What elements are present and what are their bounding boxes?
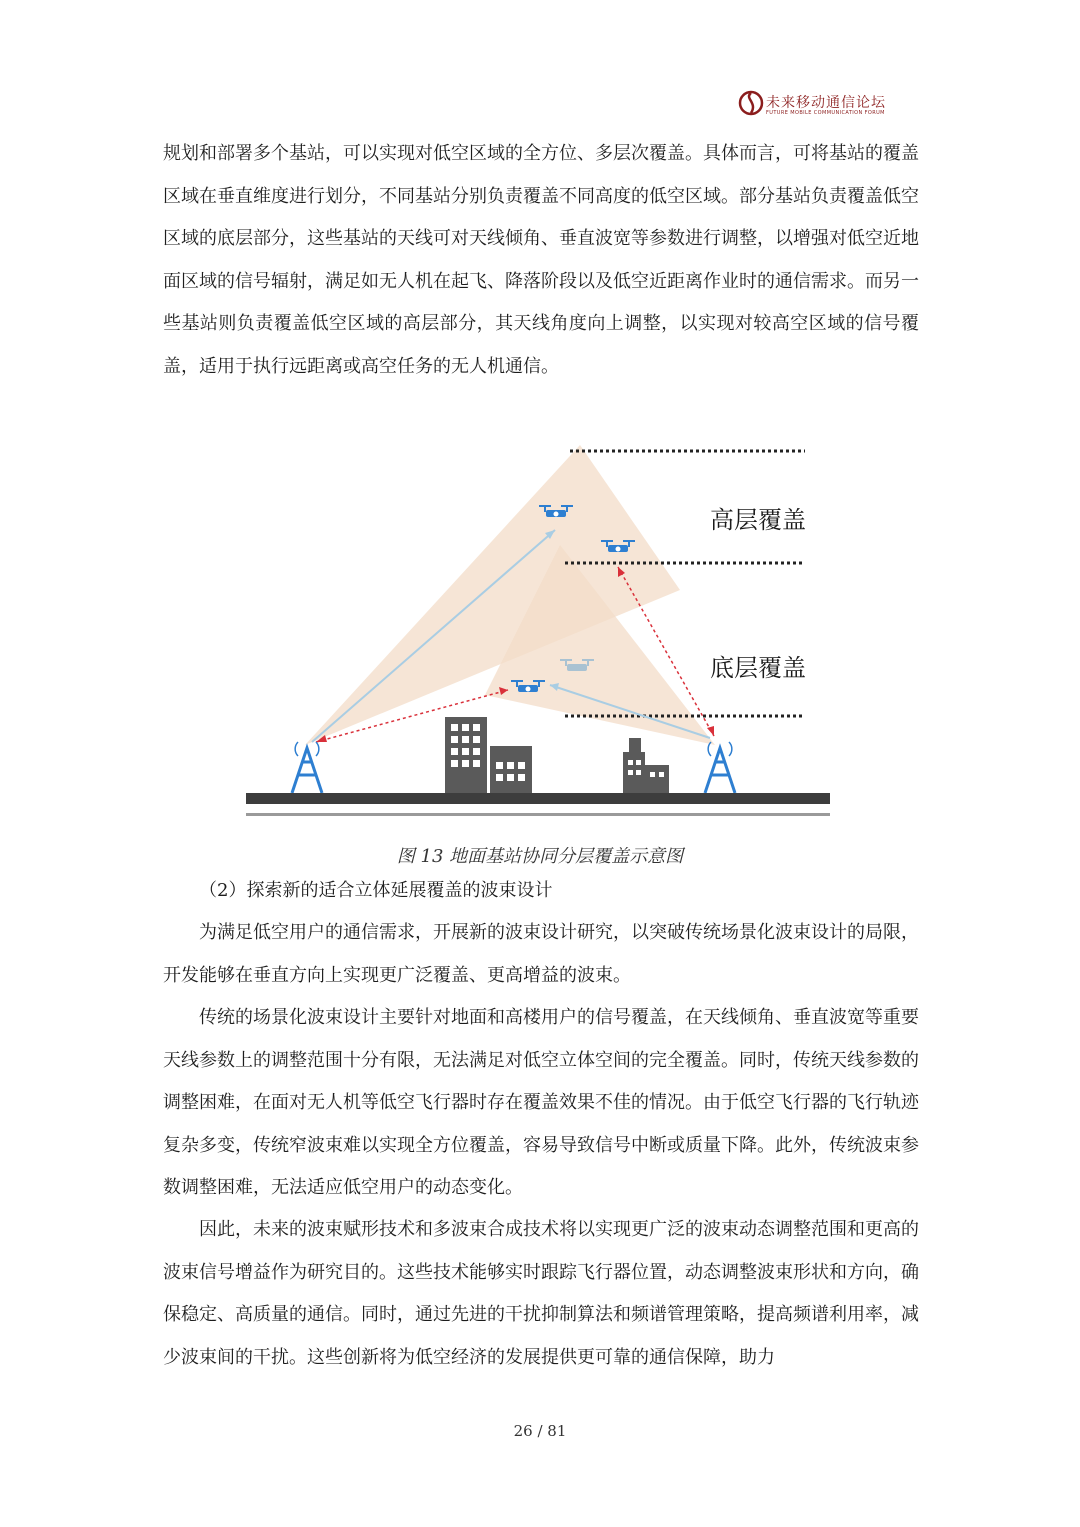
tower-icon [705, 742, 735, 793]
figure-caption: 图 13 地面基站协同分层覆盖示意图 [396, 846, 684, 867]
figure-illustration [240, 430, 840, 830]
forum-logo-icon [738, 88, 764, 118]
section-heading: （2）探索新的适合立体延展覆盖的波束设计 [199, 880, 553, 901]
tower-icon [292, 742, 322, 793]
paragraph-3: 因此，未来的波束赋形技术和多波束合成技术将以实现更广泛的波束动态调整范围和更高的波束信号增益作为研究目的。这些技术能够实时跟踪飞行器位置，动态调整波束形状和方向，确保稳定、高质量的通信。同时，通过先进的干扰抑制算法和频谱管理策略，提高频谱利用率，减少波束间的干扰。这些创新将为低空经济的发展提供更可靠的通信保障，助力 [163, 1219, 919, 1368]
label-low-coverage: 底层覆盖 [710, 654, 806, 682]
intro-paragraph: 规划和部署多个基站，可以实现对低空区域的全方位、多层次覆盖。具体而言，可将基站的覆盖区域在垂直维度进行划分，不同基站分别负责覆盖不同高度的低空区域。部分基站负责覆盖低空区域的底层部分，这些基站的天线可对天线倾角、垂直波宽等参数进行调整，以增强对低空近地面区域的信号辐射，满足如无人机在起飞、降落阶段以及低空近距离作业时的通信需求。而另一些基站则负责覆盖低空区域的高层部分，其天线角度向上调整，以实现对较高空区域的信号覆盖，适用于执行远距离或高空任务的无人机通信。 [163, 143, 919, 377]
layered-coverage-figure [240, 430, 840, 830]
ground-line [246, 813, 830, 816]
label-high-coverage: 高层覆盖 [710, 506, 806, 534]
paragraph-1: 为满足低空用户的通信需求，开展新的波束设计研究，以突破传统场景化波束设计的局限，开发能够在垂直方向上实现更广泛覆盖、更高增益的波束。 [163, 922, 919, 986]
org-name-cn: 未来移动通信论坛 [766, 95, 886, 111]
ground-road [246, 793, 830, 804]
org-name-en: FUTURE MOBILE COMMUNICATION FORUM [766, 110, 885, 116]
page-number: 26 / 81 [513, 1422, 567, 1440]
paragraph-2: 传统的场景化波束设计主要针对地面和高楼用户的信号覆盖，在天线倾角、垂直波宽等重要天线参数上的调整范围十分有限，无法满足对低空立体空间的完全覆盖。同时，传统天线参数的调整困难，在面对无人机等低空飞行器时存在覆盖效果不佳的情况。由于低空飞行器的飞行轨迹复杂多变，传统窄波束难以实现全方位覆盖，容易导致信号中断或质量下降。此外，传统波束参数调整困难，无法适应低空用户的动态变化。 [163, 1007, 919, 1198]
header-logo [738, 88, 898, 122]
